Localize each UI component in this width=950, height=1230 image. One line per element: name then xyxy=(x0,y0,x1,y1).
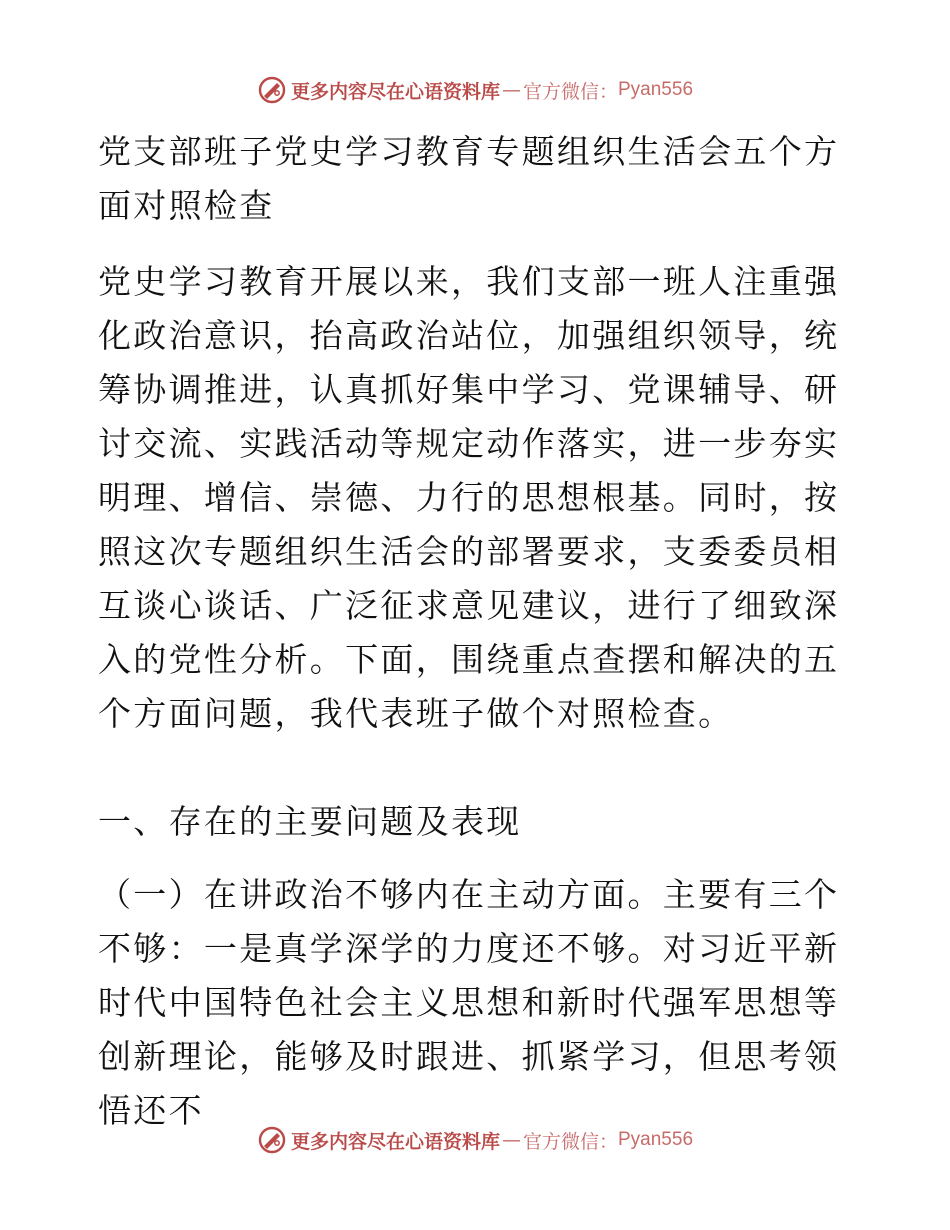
section-heading: 一、存在的主要问题及表现 xyxy=(98,802,522,841)
intro-paragraph: 党史学习教育开展以来，我们支部一班人注重强化政治意识，抬高政治站位，加强组织领导，统筹协调推进，认真抓好集中学习、党课辅导、研讨交流、实践活动等规定动作落实，进一步夯实明理、增信、崇德、力行的思想根基。同时，按照这次专题组织生活会的部署要求，支委委员相互谈心谈话、广泛征求意见建议，进行了细致深入的党性分析。下面，围绕重点查摆和解决的五个方面问题，我代表班子做个对照检查。 xyxy=(98,262,840,733)
body-paragraph: （一）在讲政治不够内在主动方面。主要有三个不够：一是真学深学的力度还不够。对习近平新时代中国特色社会主义思想和新时代强军思想等创新理论，能够及时跟进、抓紧学习，但思考领悟还不 xyxy=(98,875,840,1130)
banner-wechat-label: 官方微信： xyxy=(522,1130,618,1153)
document-title: 党支部班子党史学习教育专题组织生活会五个方面对照检查 xyxy=(98,132,840,225)
banner-wechat-label: 官方微信： xyxy=(522,80,618,103)
pen-seal-icon xyxy=(257,1125,287,1155)
header-watermark-banner xyxy=(0,70,950,110)
banner-main-text: 更多内容尽在心语资料库 xyxy=(290,80,500,103)
banner-dash: — xyxy=(501,1129,521,1151)
banner-wechat-id: Pyan556 xyxy=(618,79,694,100)
banner-dash: — xyxy=(501,79,521,101)
footer-watermark-banner xyxy=(0,1120,950,1160)
pen-seal-icon xyxy=(257,75,287,105)
banner-main-text: 更多内容尽在心语资料库 xyxy=(290,1130,500,1153)
banner-wechat-id: Pyan556 xyxy=(618,1129,694,1150)
